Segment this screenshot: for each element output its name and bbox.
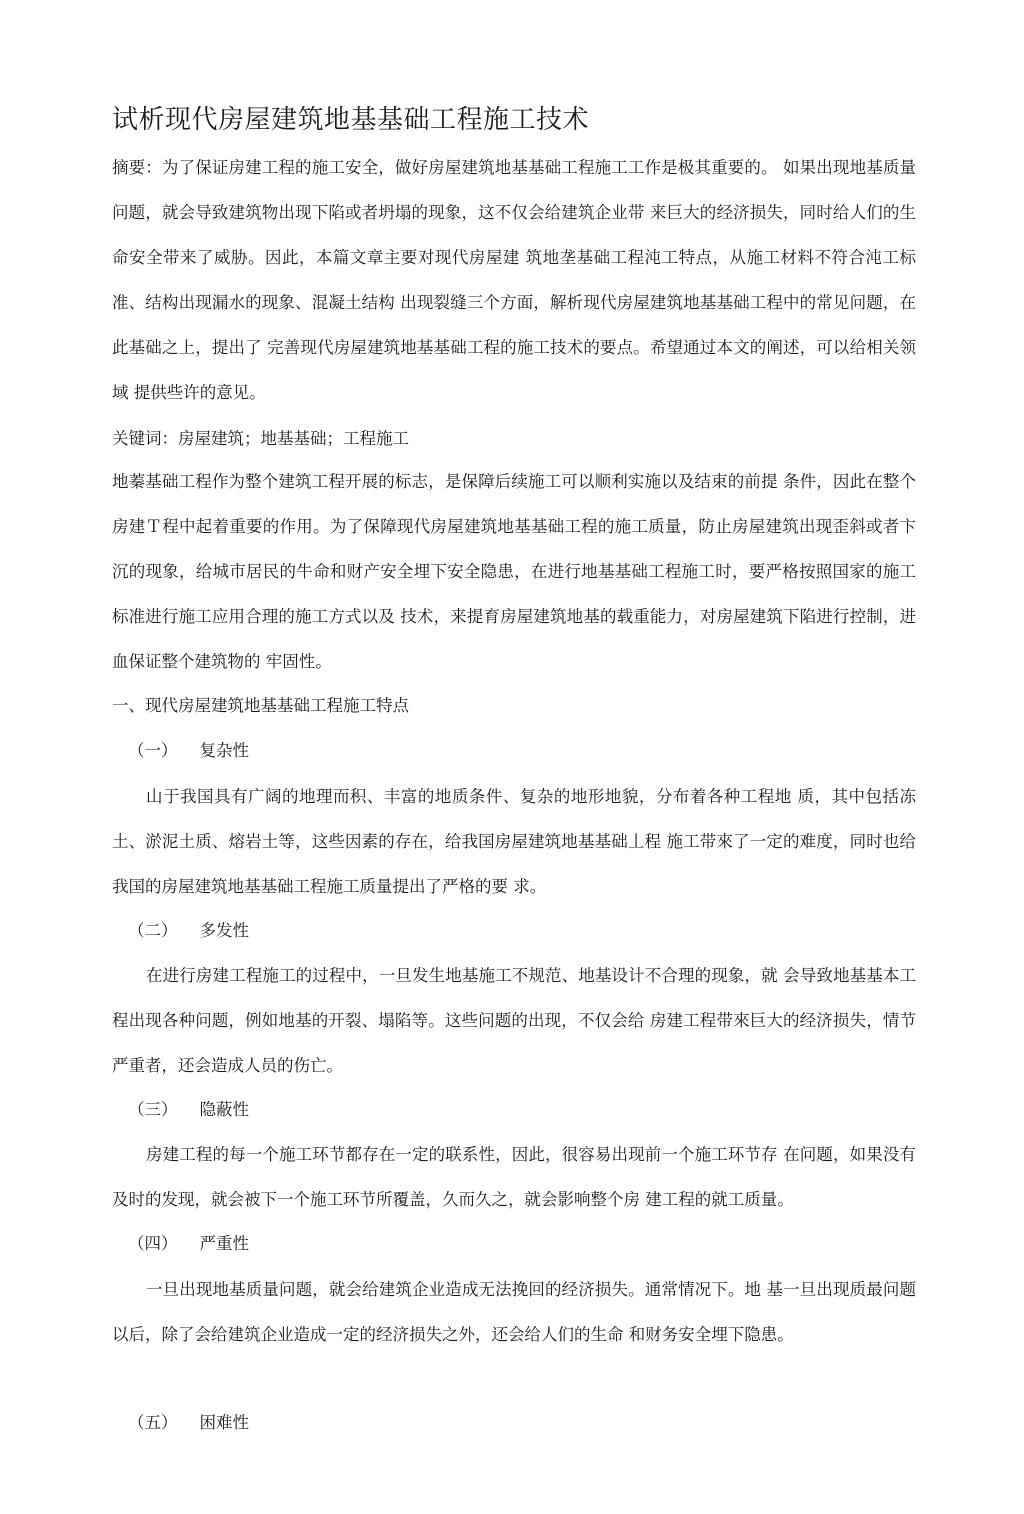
subsection-label: 隐蔽性 [199,1100,249,1119]
subsection-paragraph: 房建工程的每一个施工环节都存在一定的联系性，因此，很容易出现前一个施工环节存 在问题，如果没有及时的发现，就会被下一个施工环节所覆盖，久而久之，就会影响整个房 建工程的就工质量。 [112,1145,916,1209]
subsection-label: 复杂性 [199,741,249,760]
keywords-line: 关键词：房屋建筑；地基基础；工程施工 [112,429,409,448]
subsection-number: （二） [128,921,178,940]
subsection-paragraph: 一旦出现地基质量问题，就会给建筑企业造成无法挽回的经济损失。通常情况下。地 基一旦出现质最问题以后，除了会给建筑企业造成一定的经济损失之外，还会给人们的生命 和财务安全埋下隐患。 [112,1280,916,1344]
subsection-heading [128,1095,249,1125]
intro-paragraph: 地蓁基础工程作为整个建筑工程开展的标志，是保障后续施工可以顺利实施以及结束的前提 条件，因此在整个房建Ｔ程中起着重要的作用。为了保障现代房屋建筑地基基础工程的施工质量，防止房屋建筑出现歪斜或者卞沉的现象，给城市居民的牛命和财产安全埋下安全隐患，在进行地基基础工程施工时，要严格按照国家的施工标准进行施工应用合理的施工方式以及 技术，来提育房屋建筑地基的载重能力，对房屋建筑下陷进行控制，进血保证整个建筑物的 牢固性。 [112,472,916,671]
subsection-label: 严重性 [199,1234,249,1253]
subsection-heading [128,1408,249,1438]
subsection-paragraph: 在进行房建工程施工的过程中，一旦发生地基施工不规范、地基设计不合理的现象，就 会导致地基基本工程出现各种问题，例如地基的开裂、塌陷等。这些问题的出现，不仅会给 房建工程带來巨大的经济损失，情节严重者，还会造成人员的伤亡。 [112,966,916,1075]
subsection-number: （四） [128,1234,178,1253]
subsection-number: （五） [128,1413,178,1432]
subsection-heading [128,916,249,946]
subsection-number: （三） [128,1100,178,1119]
subsection-label: 多发性 [199,921,249,940]
abstract-paragraph: 摘要：为了保证房建工程的施工安全，做好房屋建筑地基基础工程施工工作是极其重要的。 如果出现地基质量问题，就会导致建筑物出现下陷或者坍塌的现象，这不仅会给建筑企业带 来巨大的经济损失，同时给人们的生命安全带来了威胁。因此，本篇文章主要对现代房屋建 筑地垄基础工程沌工特点，从施工材料不符合沌工标准、结构出现漏水的现象、混凝土结构 出现裂缝三个方面，解析现代房屋建筑地基基础工程中的常见问题，在此基础之上，提出了 完善现代房屋建筑地基基础工程的施工技术的要点。希望通过本文的阐述，可以给相关领域 提供些许的意见。 [112,158,916,402]
subsection-number: （一） [128,741,178,760]
subsection-heading [128,1229,249,1259]
section-heading: 一、现代房屋建筑地基基础工程施工特点 [112,696,409,715]
subsection-heading [128,736,249,766]
document-title: 试析现代房屋建筑地基基础工程施工技术 [112,105,590,135]
subsection-paragraph: 山于我国具有广阔的地理而积、丰富的地质条件、复杂的地形地貌，分布着各种工程地 质，其中包括冻土、淤泥土质、熔岩土等，这些因素的存在，给我国房屋建筑地基基础丄程 施工带來了一定的难度，同时也给我国的房屋建筑地基基础工程施工质量提出了严格的要 求。 [112,787,916,896]
subsection-label: 困难性 [199,1413,249,1432]
